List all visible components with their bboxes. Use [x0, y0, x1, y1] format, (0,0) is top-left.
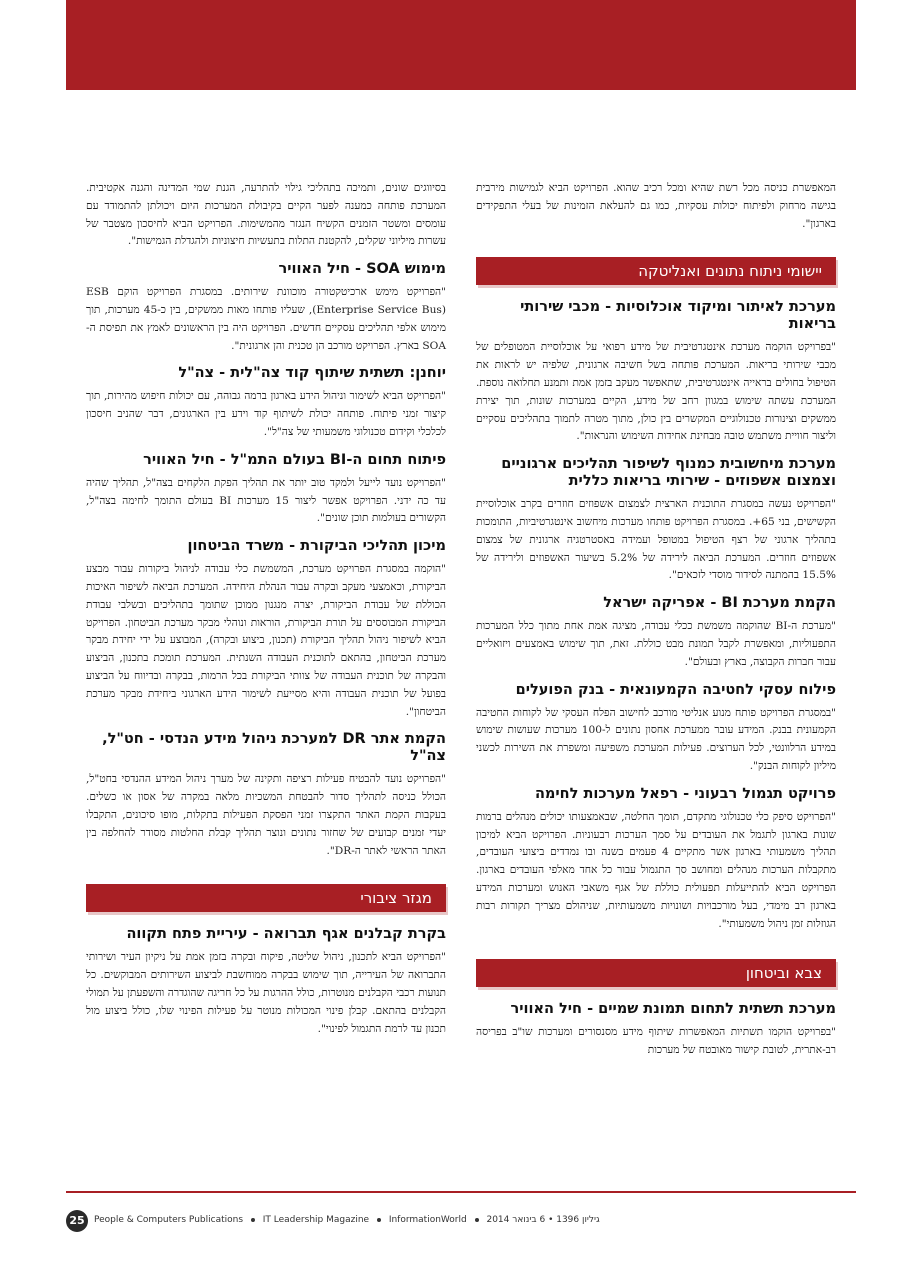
article-title: הקמת מערכת BI - אפריקה ישראל	[603, 595, 836, 612]
article-soa	[86, 261, 446, 355]
footer-publications	[94, 1215, 600, 1225]
section-header-analytics: יישומי ניתוח נתונים ואנליטקה	[476, 257, 836, 285]
intro-paragraph-right: המאפשרת כניסה מכל רשת שהיא ומכל רכיב שהוא. הפרויקט הביא לגמישות מירבית בגישה מרחוק ולפיתוח יכולות עסקיות, כמו גם להעלאת הזמינות של בעלי התפקידים בארגון".	[476, 182, 836, 230]
article-air-force-sky	[476, 1001, 836, 1060]
article-title: הקמת אתר DR למערכת ניהול מידע הנדסי - חט"ל, צה"ל	[102, 731, 446, 765]
article-rafael	[476, 786, 836, 934]
article-body: "בפרויקט הוקמו תשתיות המאפשרות שיתוף מידע מסנסורים ומערכות שו"ב בפריסה רב-אתרית, לטובת קישור מאובטח של מערכות	[476, 1026, 836, 1057]
bullet-icon	[251, 1218, 255, 1222]
intro-paragraph-left: בסיווגים שונים, ותמיכה בתהליכי גילוי להתרעה, הגנת שמי המדינה והגנה אקטיבית. המערכת פותחה כמענה לפער הקיים בקיבולת המערכות היום ויכולתן להתמודד עם עומסים ומשטר הזמנים הקשיח הנגזר מהמשימות. הפרויקט הביא לחיסכון מצטבר של עשרות מיליוני שקלים, להקטנת התלות בתעשיות חיצוניות ולהגדלת הגמישות".	[86, 182, 446, 248]
footer-informationworld: InformationWorld	[388, 1215, 467, 1225]
footer-magazine: IT Leadership Magazine	[262, 1215, 370, 1225]
article-maccabi	[476, 299, 836, 446]
article-title: פיתוח תחום ה-BI בעולם התמ"ל - חיל האוויר	[143, 451, 446, 468]
article-body: "בפרויקט הוקמה מערכת אינטגרטיבית של מידע רפואי על אוכלוסיית המטופלים של מכבי שירותי בריאות. המערכת פותחה בשל חשיבה ארגונית, שלפיה יש לראות את הטיפול בחולים בראייה אינטגרטיבית, שתאפשר מעקב בזמן אמת ותמנע תחלואה נוספת. המערכת עשתה שימוש במגוון רחב של מידע, הקיים במערכות שונות, תוך יצירת ממשקים וצינורות טכנולוגיים המקשרים בין כולן, מתוך מטרה לתמוך בתהליכים עסקיים וליצור חוויית משתמש טובה מבחינת אחידות השימוש והנראות".	[476, 341, 836, 443]
article-title: יוחנן: תשתית שיתוף קוד צה"לית - צה"ל	[178, 365, 446, 382]
page-number-badge: 25	[66, 1210, 88, 1232]
article-body: "הפרויקט הביא לתכנון, ניהול שליטה, פיקוח ובקרה בזמן אמת על ניקיון העיר ושירותי התברואה של העירייה, תוך שימוש בבקרה ממוחשבת לביצוע השירותים המבוקשים. כל תנועות רכבי הקבלנים מנוטרות, כולל ההרגות על כל חריגה שהוגדרה והשפעתן על תמולי הקבלנים בהתאם. קבלן פינוי המכולות מנוטר על פעילות הפינוי שלו, כולל ביצוע מול תכנון עד לרמת התגמול לפינוי".	[86, 951, 446, 1035]
page-footer	[66, 1210, 856, 1234]
article-yohanan	[86, 365, 446, 441]
article-hapoalim	[476, 682, 836, 776]
section-header-public: מגזר ציבורי	[86, 884, 446, 912]
article-title: פילוח עסקי לחטיבה הקמעונאית - בנק הפועלים	[515, 681, 836, 698]
article-body: "הפרויקט מימש ארכיטקטורה מוכוונת שירותים. במסגרת הפרויקט הוקם ESB (Enterprise Service Bus), שעליו פותחו מאות ממשקים, בין כ-45 מערכות, תוך מימוש אלפי תהליכים עסקיים חדשים. הפרויקט היה בין הראשונים לאמץ את תפיסת ה-SOA בארץ. הפרויקט מורכב הן טכנית והן ארגונית".	[86, 286, 446, 352]
article-title: מיכון תהליכי הביקורת - משרד הביטחון	[187, 538, 446, 555]
article-body: "הפרויקט סיפק כלי טכנולוגי מתקדם, תומך החלטה, שבאמצעותו יכולים מנהלים ברמות שונות בארגון לתגמל את העובדים על סמך הערכות רבעוניות. הפרויקט הביא למיכון תהליך משמעותי בארגון אשר מתקיים 4 פעמים בשנה ובו נמדדים ביצועי העובדים, מתקבלות הערכות מנהלים ומחושב סך התגמול עבור כל אחד מאלפי העובדים בארגון. הפרויקט הביא להתייעלות תפעולית כוללת של אגף משאבי האנוש ומערכות המידע בארגון רב מימדי, בעל מורכבויות ושונויות משמעותיות, שניהולם מצריך תקורות רבות הגוזלות זמן ניהול משמעותי".	[476, 810, 836, 930]
article-body: "הפרויקט נעשה במסגרת התוכנית הארצית לצמצום אשפוזים חוזרים בקרב אוכלוסיית הקשישים, בני 65+. במסגרת הפרויקט פותחו מערכות מיחשוב אינטגרטיביות, התומכות בתהליך ארגוני של רצף הטיפול במטופל ועמידה באסטרטגיה ארגונית של צמצום אשפוזים חוזרים. המערכת הביאה לירידה של 5.2% בשיעור האשפוזים ולירידה של 15.5% בהמתנה לסידור מוסדי לזכאים".	[476, 498, 837, 582]
article-title: מערכת לאיתור ומיקוד אוכלוסיות - מכבי שירותי בריאות	[520, 299, 836, 333]
article-title: פרויקט תגמול רבעוני - רפאל מערכות לחימה	[534, 785, 836, 802]
left-column	[86, 180, 446, 1038]
section-header-defense: צבא וביטחון	[476, 959, 836, 987]
article-clalit	[476, 456, 836, 585]
article-bi-tamal	[86, 452, 446, 528]
article-body: "הפרויקט נועד להבטיח פעילות רציפה ותקינה של מערך ניהול המידע ההנדסי בחט"ל, הכולל כניסה לתהליך סדור להבטחת המשכיות מלאה במקרה של אסון או כשלים. בעקבות הקמת האתר התקצרו זמני הפסקת הפעילות בתקלות, מופו סיכונים, התקבלו יעדי זמנים קבועים של שחזור נתונים ונוצר תהליך קבלת החלטות מסודר להחלפה בין האתר הראשי לאתר ה-DR".	[86, 773, 446, 857]
article-title: מימוש SOA - חיל האוויר	[278, 261, 446, 278]
right-column	[476, 180, 836, 1060]
article-body: "הפרויקט נועד לייעל ולמקד טוב יותר את תהליך הפקת הלקחים בצה"ל, תהליך שהיה עד כה ידני. הפרויקט אפשר ליצור 15 מערכות BI בעולם התומך לחימה בצה"ל, הקשורים בעולמות תוכן שונים".	[86, 476, 446, 525]
article-title: בקרת קבלנים אגף תברואה - עיריית פתח תקווה	[126, 926, 446, 943]
article-title: מערכת תשתית לתחום תמונת שמיים - חיל האוויר	[510, 1001, 836, 1018]
footer-issue: גיליון 1396 • 6 בינואר 2014	[486, 1215, 600, 1225]
top-banner	[66, 0, 856, 90]
article-dr-site	[86, 731, 446, 860]
article-body: "הוקמה במסגרת הפרויקט מערכת, המשמשת כלי עבודה לניהול ביקורות עבור מבצע הביקורת, וכאמצעי מעקב ובקרה עבור הנהלת היחידה. המערכת הביאה לשיפור האיכות הכוללת של עבודת הביקורת, יצרה מנגנון ממוכן שתומך בתהליכים ובשלבי עבודת הביקורת המבוססים על תורת הביקורת, הוראות ונוהלי מבקר מערכת הביטחון. הפרויקט הביא לשיפור ניהול תהליך הביקורת (תכנון, ביצוע ובקרה), המבוצע על ידי יחידת מבקר מערכת הביטחון, בהתאם לתוכנית העבודה השנתית. המערכת תומכת בתכנון, הביצוע והבקרה של תוכנית העבודה של צוותי הביקורת בכל הרמות, בבקרה ובדיווח על הביצוע בפועל של תוכנית העבודה והיא מסייעת לשימור הידע הארגוני ביחידת מבקר מערכת הביטחון".	[86, 563, 446, 718]
article-title: מערכת מיחשובית כמנוף לשיפור תהליכים ארגוניים וצמצום אשפוזים - שירותי בריאות כללית	[501, 456, 836, 490]
article-body: "במסגרת הפרויקט פותח מנוע אנליטי מורכב לחישוב הפלח העסקי של לקוחות החטיבה הקמעונית בבנק. המידע עובר ממערכת אחסון נתונים ל-100 מערכות שעושות שימוש במידע הרלוונטי, לכל הערוצים. פעילות המערכת משפיעה ומשפרת את השירות לכשני מיליון לקוחות הבנק".	[476, 706, 836, 772]
article-africa-israel	[476, 595, 836, 671]
article-audit	[86, 538, 446, 721]
bullet-icon	[475, 1218, 479, 1222]
article-body: "מערכת ה-BI שהוקמה משמשת ככלי עבודה, מציגה אמת אחת מתוך כלל המערכות התפעוליות, ומאפשרת לקבל תמונת מבט כוללת. זאת, תוך שימוש באמצעים ויזואליים עבור חברות הקבוצה, בארץ ובעולם".	[476, 620, 837, 668]
footer-publisher: People & Computers Publications	[94, 1215, 244, 1225]
article-body: "הפרויקט הביא לשימור וניהול הידע בארגון ברמה גבוהה, עם יכולות חיפוש מהירות, תוך קיצור זמני פיתוח. פותחה יכולת לשיתוף קוד וידע בין הארגונים, דבר שהניב חיסכון לכלכלי וקידום טכנולוגי משמעותי של צה"ל".	[86, 390, 446, 438]
article-petah-tikva	[86, 926, 446, 1038]
bullet-icon	[377, 1218, 381, 1222]
footer-rule	[66, 1191, 856, 1193]
